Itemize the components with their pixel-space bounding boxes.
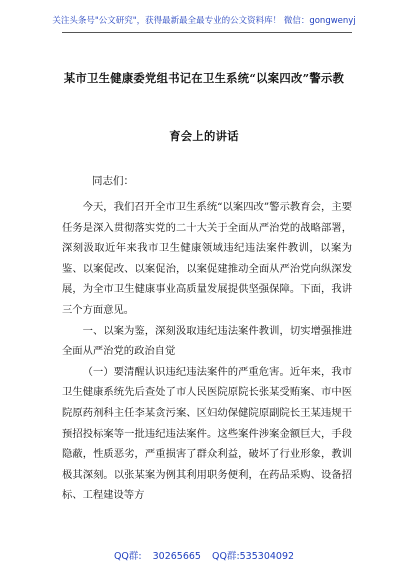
document-body xyxy=(62,197,352,506)
header-promo-note: 关注头条号"公文研究"，获得最新最全最专业的公文资料库！ 微信：gongwenyj xyxy=(52,16,356,26)
section-heading-1: 一、以案为鉴，深刻汲取违纪违法案件教训，切实增强推进全面从严治党的政治自觉 xyxy=(62,324,352,358)
salutation: 同志们： xyxy=(92,175,134,187)
document-title-line-2: 育会上的讲话 xyxy=(169,129,239,143)
footer-contact: QQ群: 30265665 QQ群:535304092 xyxy=(113,551,295,562)
document-title-line-1: 某市卫生健康委党组书记在卫生系统“以案四改”警示教 xyxy=(63,71,345,85)
paragraph-subsection-1: （一）要清醒认识违纪违法案件的严重危害。近年来，我市卫生健康系统先后查处了市人民医院原院长张某受贿案、市中医院原药剂科主任李某贪污案、区妇幼保健院原副院长王某违规干预招投标案等一批违纪违法案件。这些案件涉案金额巨大，手段隐蔽，性质恶劣，严重损害了群众利益，破坏了行业形象，教训极其深刻。以张某案为例其利用职务便利，在药品采购、设备招标、工程建设等方 xyxy=(62,365,352,502)
paragraph-intro: 今天，我们召开全市卫生系统“以案四改”警示教育会，主要任务是深入贯彻落实党的二十大关于全面从严治党的战略部署，深刻汲取近年来我市卫生健康领域违纪违法案件教训，以案为鉴、以案促改、以案促治，以案促建推动全面从严治党向纵深发展，为全市卫生健康事业高质量发展提供坚强保障。下面，我讲三个方面意见。 xyxy=(62,201,352,316)
header-divider xyxy=(62,32,352,33)
